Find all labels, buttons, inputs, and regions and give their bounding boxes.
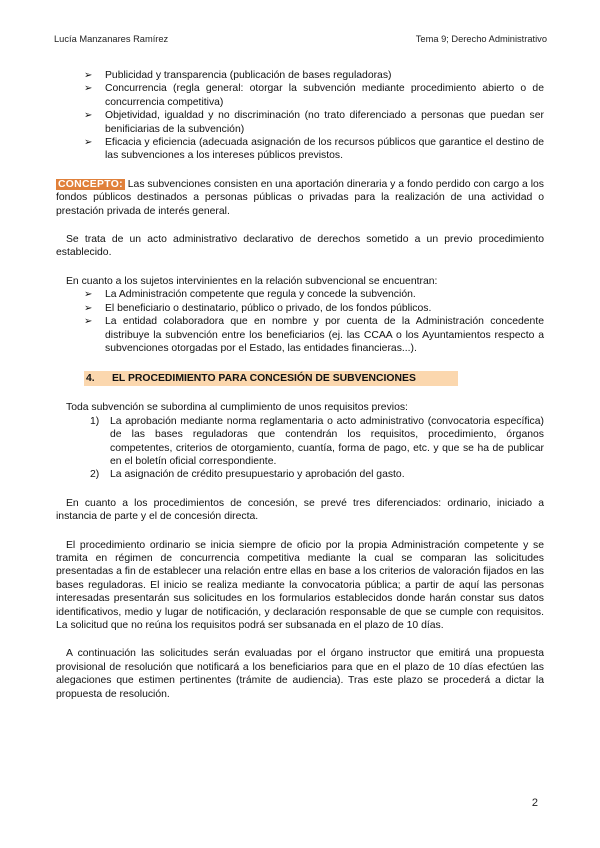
list-item: ➢ El beneficiario o destinatario, público o privado, de los fondos públicos. bbox=[84, 302, 432, 314]
list-item: ➢ Publicidad y transparencia (publicación de bases reguladoras) bbox=[84, 70, 392, 81]
evaluacion-paragraph: A continuación las solicitudes serán evaluadas por el órgano instructor que emitirá una propuesta provisional de resolución que notificará a los beneficiarios para que en el plazo de 10 días efectúen las alegaciones que estimen pertinentes (trámite de audiencia). Tras este plazo se procederá a dictar la propuesta de resolución. bbox=[56, 648, 544, 700]
page-content bbox=[56, 69, 544, 701]
concepto-paragraph bbox=[56, 178, 544, 218]
header-topic: Tema 9; Derecho Administrativo bbox=[415, 34, 547, 44]
list-number: 1) bbox=[90, 415, 100, 427]
arrow-bullet-icon: ➢ bbox=[84, 137, 93, 149]
list-item: ➢ Objetividad, igualdad y no discriminación (no trato diferenciado a personas que puedan ser benificiarias de la subvención) bbox=[84, 110, 544, 135]
list-item: ➢ La entidad colaboradora que en nombre y por cuenta de la Administración concedente distribuye la subvención entre los beneficiarios (ej. las CCAA o los Ayuntamientos respecto a subvenciones otorgadas por el Estado, las entidades financieras...). bbox=[84, 316, 544, 354]
list-item: ➢ Concurrencia (regla general: otorgar la subvención mediante procedimiento abierto o de concurrencia competitiva) bbox=[84, 83, 544, 108]
acto-paragraph: Se trata de un acto administrativo declarativo de derechos sometido a un previo procedimiento establecido. bbox=[56, 234, 544, 259]
ordinario-paragraph: El procedimiento ordinario se inicia siempre de oficio por la propia Administración competente y se tramita en régimen de concurrencia competitiva mediante la cual se comparan las solicitudes presentadas a fin de establecer una relación entre ellas en base a los criterios de valoración fijados en las bases reguladoras. El inicio se realiza mediante la convocatoria pública; a partir de aquí las personas interesadas presentarán sus solicitudes en los formularios establecidos donde harán constar sus datos identificativos, medio y lugar de notificación, y declaración responsable de que se cumple con requisitos. La solicitud que no reúna los requisitos podrá ser subsanada en el plazo de 10 días. bbox=[56, 539, 544, 631]
concepto-label: CONCEPTO: bbox=[58, 178, 123, 190]
sujetos-list bbox=[84, 288, 544, 355]
list-item: 2) La asignación de crédito presupuestario y aprobación del gasto. bbox=[90, 469, 405, 481]
procedimientos-paragraph: En cuanto a los procedimientos de concesión, se prevé tres diferenciados: ordinario, iniciado a instancia de parte y el de concesión directa. bbox=[56, 497, 544, 523]
principles-list bbox=[84, 69, 544, 163]
section-title: EL PROCEDIMIENTO PARA CONCESIÓN DE SUBVENCIONES bbox=[112, 373, 416, 385]
list-number: 2) bbox=[90, 469, 100, 481]
requisitos-intro: Toda subvención se subordina al cumplimiento de unos requisitos previos: bbox=[66, 402, 408, 414]
arrow-bullet-icon: ➢ bbox=[84, 289, 93, 301]
arrow-bullet-icon: ➢ bbox=[84, 70, 93, 81]
arrow-bullet-icon: ➢ bbox=[84, 316, 93, 328]
list-item: ➢ La Administración competente que regula y concede la subvención. bbox=[84, 289, 416, 301]
arrow-bullet-icon: ➢ bbox=[84, 83, 93, 95]
section-number: 4. bbox=[86, 373, 95, 385]
arrow-bullet-icon: ➢ bbox=[84, 110, 93, 122]
header-author: Lucía Manzanares Ramírez bbox=[54, 34, 169, 44]
list-item: 1) La aprobación mediante norma reglamentaria o acto administrativo (convocatoria específica) de las bases reguladoras que contendrán los requisitos, procedimiento, órganos competentes, criterios de otorgamiento, cuantía, forma de pago, etc. y que se ha de publicar en el boletín oficial correspondiente. bbox=[90, 415, 544, 467]
sujetos-intro: En cuanto a los sujetos intervinientes en la relación subvencional se encuentran: bbox=[66, 275, 438, 287]
requisitos-list bbox=[90, 415, 544, 482]
list-item: ➢ Eficacia y eficiencia (adecuada asignación de los recursos públicos que garantice el destino de las subvenciones a los intereses públicos previstos. bbox=[84, 137, 544, 162]
page-number: 2 bbox=[531, 797, 538, 809]
section-heading bbox=[84, 371, 458, 386]
arrow-bullet-icon: ➢ bbox=[84, 302, 93, 314]
concepto-text: Las subvenciones consisten en una aportación dineraria y a fondo perdido con cargo a los fondos públicos destinados a personas públicas o privadas para la realización de una actividad o prestación privada de interés general. bbox=[56, 178, 544, 217]
